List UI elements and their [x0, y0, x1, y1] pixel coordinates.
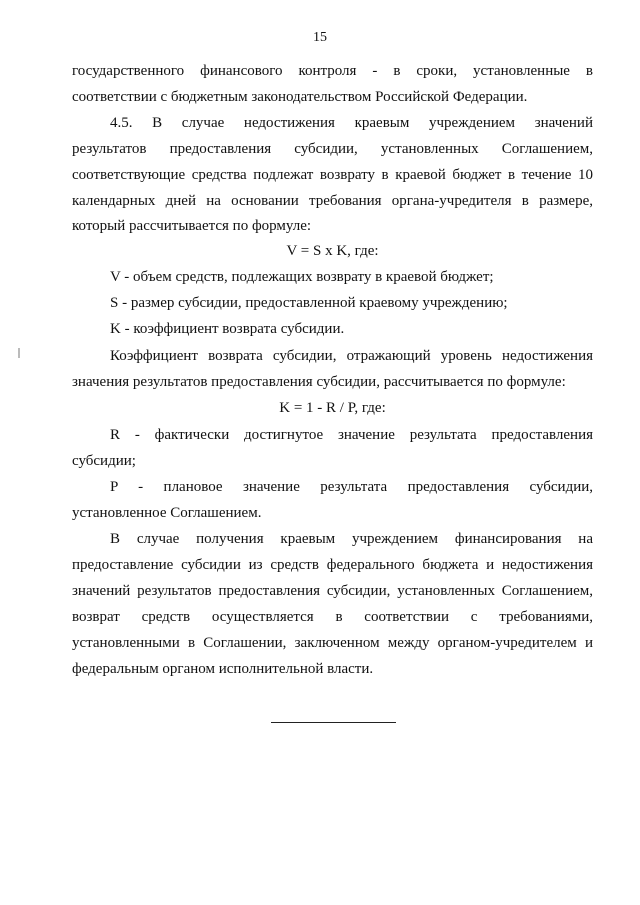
text-line: результатов предоставления субсидии, установленных Соглашением,	[72, 141, 593, 157]
paragraph-first-line: В случае получения краевым учреждением финансирования на	[110, 531, 593, 547]
page-number: 15	[313, 30, 327, 45]
text-line: соответствии с бюджетным законодательством Российской Федерации.	[72, 89, 528, 105]
definition-line: S - размер субсидии, предоставленной краевому учреждению;	[110, 295, 508, 311]
text-line: соответствующие средства подлежат возврату в краевой бюджет в течение 10	[72, 167, 593, 183]
text-line: значения результатов предоставления субсидии, рассчитывается по формуле:	[72, 374, 566, 390]
text-line: календарных дней на основании требования органа-учредителя в размере,	[72, 193, 593, 209]
text-line: предоставление субсидии из средств федерального бюджета и недостижения	[72, 557, 593, 573]
paragraph-first-line: Коэффициент возврата субсидии, отражающий уровень недостижения	[110, 348, 593, 364]
scan-margin-mark	[18, 348, 20, 358]
text-line: установленное Соглашением.	[72, 505, 262, 521]
definition-line: K - коэффициент возврата субсидии.	[110, 321, 345, 337]
text-line: который рассчитывается по формуле:	[72, 218, 312, 234]
text-line: установленными в Соглашении, заключенном между органом-учредителем и	[72, 635, 593, 651]
text-line: возврат средств осуществляется в соответствии с требованиями,	[72, 609, 593, 625]
text-line: значений результатов предоставления субсидии, установленных Соглашением,	[72, 583, 593, 599]
definition-line: R - фактически достигнутое значение результата предоставления	[110, 427, 593, 443]
text-line: государственного финансового контроля - в сроки, установленные в	[72, 63, 593, 79]
formula: K = 1 - R / P, где:	[279, 400, 386, 416]
text-line: субсидии;	[72, 453, 136, 469]
end-divider	[271, 722, 396, 723]
formula: V = S x K, где:	[286, 243, 379, 259]
definition-line: P - плановое значение результата предоставления субсидии,	[110, 479, 593, 495]
paragraph-first-line: 4.5. В случае недостижения краевым учреждением значений	[110, 115, 593, 131]
text-line: федеральным органом исполнительной власти.	[72, 661, 374, 677]
definition-line: V - объем средств, подлежащих возврату в краевой бюджет;	[110, 269, 494, 285]
